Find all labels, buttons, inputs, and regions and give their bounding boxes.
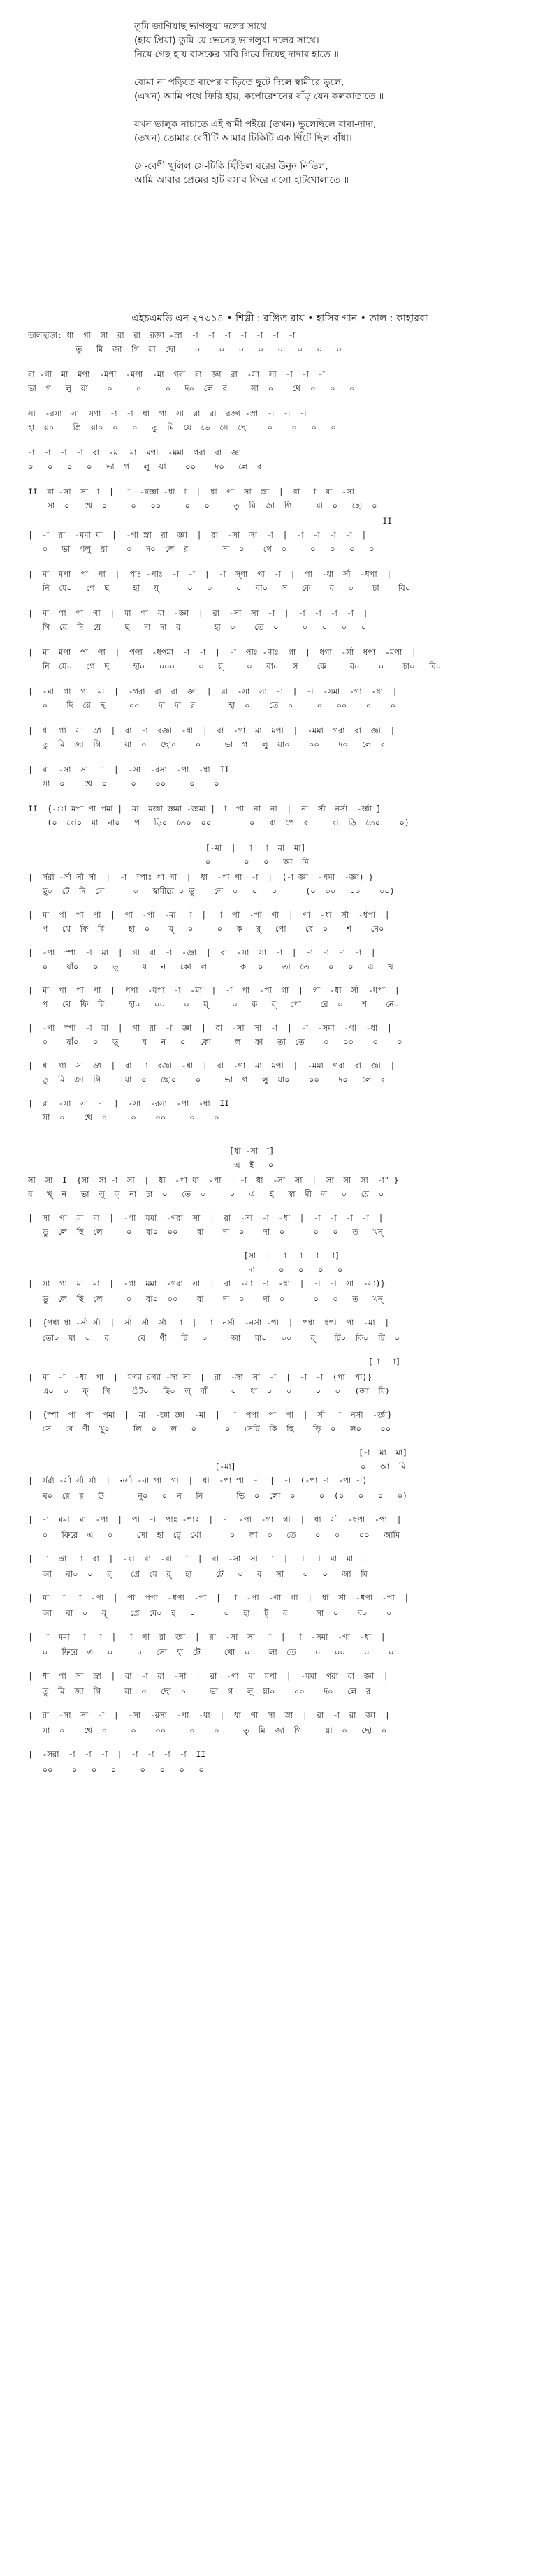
notation-line: ভু লে ছি লে ০ বা০ ০০ বা দা ০ দা ০ ০ ০ ত খন্ [28,1227,383,1237]
notation-line: এ ই ০ [28,1160,274,1170]
notation-spacer [28,714,545,723]
notation-line: | সা গা মা মা | -গা মমা -গরা সা | রা -সা -া -ধা | -া -া -া -া | [28,1213,384,1223]
notation-line: | মা পা পা পা | পপা -ধপা -া -মা | -া পা -পা গা | গা -ধা র্সা -ধপা | [28,985,400,995]
notation-spacer [28,1436,545,1445]
notation-spacer [28,1239,545,1249]
notation-spacer [28,1087,545,1096]
notation-line: ০ দি য়ে ছ ০০ দা দা র হা ০ তে ০ ০ ০০ ০ ০ [28,700,396,710]
notation-line: সা ০ থে ০ ০ ০০ ০ ০ [28,1112,219,1122]
notation-line: সে বে ণী খু০ লি ০ ল ০ ০ সেটি কি ছি ড়ি ০ ল০ ০০ [28,1424,391,1434]
notation-spacer [28,1659,545,1669]
notation-spacer [28,1698,545,1708]
notation-line: তু মি জা গি য়া ছো ০ ০ ০ ০ ০ ০ ০ ০ [28,344,342,354]
notation-line: নি যে০ গে ছ হা য়্ ০ ০ ০ বা০ স কে র ০ চা বি০ [28,583,411,593]
notation-spacer [28,1306,545,1316]
notation-line: (০ বো০ মা না০ প ড়ি০ তে০ ০০ ০ বা পে র বা ড়ি তে০ ০) [28,818,409,827]
notation-line: | -সরা -া -া -া | -া -া -া -া II [28,1749,206,1759]
notation-line: ০ ষাঁ০ ০ ড়্ য ন ০ কো ল কা তা তে ০ ০০ ০ ০ [28,1037,402,1047]
notation-line: | র্সর্রা -র্সা র্সা র্সা | -া স্পাঃ পা গা | ধা -পা পা -া | (-া জ্ঞা -পমা -জ্ঞা) } [28,872,374,882]
lyric-line: (এখন) আমি পথে ফিরি হায়, কর্পোরেশনের ষাঁড় যেন কলকাতাতে ॥ [134,91,384,102]
lyric-line: (তখন) তোমার বেণীটি আমার টিকিটি এক গিঁটে ছিল বাঁধা। [134,133,352,144]
notation-line: | মা মপা পা পা | পপা -ধপমা -া -া | -া পাঃ -ণাঃ গা | ধগা -র্সা ধপা -মপা | [28,647,416,657]
notation-line: আ বা০ ০ র্ প্রে মে র্ হা টে ০ ব সা ০ ০ আ মি [28,1569,368,1579]
notation-line: | ধা গা সা স্রা | রা -া রজ্ঞা -ধা | রা -গা মা মপা | -মমা গরা রা জ্ঞা | [28,1061,395,1070]
notation-spacer [28,358,545,367]
notation-line: তালছাড়া: ধা গা সা রা রা রজ্ঞা -স্রা -া -া -া -া -া -া -া [28,330,296,340]
notation-line: | ধা গা সা স্রা | রা -া রজ্ঞা -ধা | রা -গা মা মপা | -মমা গরা রা জ্ঞা | [28,726,395,735]
notation-block [28,328,545,1776]
notation-line: | -া রা -মমা মা | -গা স্রা রা জ্ঞা | রা -সা সা -া | -া -া -া -া | [28,530,367,540]
notation-spacer [28,1345,545,1355]
notation-line: য খ্ ন ভা লু ক্ না চা ০ তে ০ ০ এ ই স্বা মী ল ০ য়ে ০ [28,1189,384,1199]
notation-line: | মা মপা পা পা | পাঃ -পাঃ -া -া | -া স্ণা গা -া | গা -ধা র্সা -ধপা | [28,569,392,579]
notation-line: | মা গা গা গা | মা গা রা -জ্ঞা | রা -সা সা -া | -া -া -া -া | [28,608,368,618]
notation-spacer [28,1581,545,1591]
notation-spacer [28,557,545,567]
notation-line: | ধা গা সা স্রা | রা -া রা -সা | রা -গা মা মপা | -মমা গরা রা জ্ঞা | [28,1671,389,1681]
notation-spacer [28,898,545,908]
notation-line: সা সা I {সা সা -া সা | ধা -পা ধা -পা | -া ধা -সা সা | সা সা সা -া" } [28,1175,399,1185]
lyric-line: আমি আবার প্রেমের হাট বসাব ফিরে এসো হাটখোলাতে ॥ [134,175,349,186]
notation-spacer [28,1737,545,1747]
notation-line: তু মি জা গি য়া ০ ছো০ ০ ভা গ লু য়া০ ০০ দ০ লে র [28,1075,386,1084]
lyric-line: বোমা না পড়িতে বাপের বাড়িতে ছুটে দিলে স্বামীরে ভুলে, [134,77,344,88]
notation-spacer [28,1124,545,1134]
notation-line: সা ০ থে ০ ০ ০০ ০ ০ [28,779,219,788]
notation-line: | রা -সা সা -া | -সা -রসা -পা -ধা II [28,765,230,774]
lyrics-stanza-2 [134,75,525,103]
notation-line: | -া মমা -া -া | -া গা রা জ্ঞা | রা -সা সা -া | -া -সমা -গা -ধা | [28,1632,386,1642]
lyrics-stanza-4 [134,159,525,187]
notation-line: সা ০ থে ০ ০ ০০ ০ ০ তু মি জা গি য়া ০ ছো ০ [28,501,377,510]
notation-spacer [28,1011,545,1021]
notation-line: ০ ফিরে এ ০ ০ সো হা টে খো ০ লা তে ০ ০০ ০ ০ [28,1647,394,1657]
lyric-line: (হায় প্রিয়া) তুমি যে ভেসেছ ভাগলুয়া দলের সাথে। [134,35,319,46]
lyric-line: তুমি জাগিয়াছ ভাগলুয়া দলের সাথে [134,21,267,32]
notation-line: | রা -সা সা -া | -সা -রসা -পা -ধা II [28,1098,230,1108]
lyric-line: নিয়ে গেছ হায় বাসকের চাবি গিয়ে দিয়েছ দাদার হাতে ॥ [134,49,339,60]
notation-line: | মা -া -ধা পা | মগ্যা রগ্যা -সা সা | রা -সা সা -া | -া -া (পা পা)} [28,1372,372,1382]
notation-line: | মা পা পা পা | পা -পা -মা -া | -া পা -পা গা | গা -ধা র্সা -ধপা | [28,910,390,920]
notation-line: গি য়ে দি য়ে ছ দা দা র হা ০ তে ০ ০ ০ ০ ০ [28,622,367,632]
notation-spacer [28,436,545,446]
notation-line: | সা গা মা মা | -গা মমা -গরা সা | রা -সা -া -ধা | -া -া সা -সা)} [28,1279,386,1288]
notation-line: হা য়০ প্রি য়া০ ০ ০ তু মি যে ভে সে ছো ০ ০ ০ ০ [28,422,336,432]
notation-line: তো০ মা ০ র বে ণী টি ০ আ মা০ ০০ র্ টি০ কি০ টি ০ [28,1333,400,1343]
notation-line: II রা -সা সা -া | -া -রজ্ঞা -ধা -া | ধা গা সা স্রা | রা -া রা -সা [28,487,354,496]
notation-line: II [28,516,393,526]
notation-spacer [28,1049,545,1059]
notation-line: তু মি জা গি য়া ০ ছো ০ ভা গ লু য়া০ ০০ দ০ লে র [28,1686,371,1696]
notation-line: নি যে০ গে ছ হা০ ০০০ ০ য়্ ০ বা০ স কে র০ ০ চা০ বি০ [28,661,442,671]
lyrics-stanza-3 [134,117,525,145]
notation-line: II {-া মপা পা পমা | মা মজ্ঞা জ্ঞমা -জ্ঞমা | -া পা না না | না র্সা নর্সা -র্জ্ঞা } [28,804,382,814]
notation-line: [-া -া] [28,1357,401,1367]
notation-line: আ বা ০ র্ প্রে মে০ হ ০ ০ হা ট্ ব সা ০ ব০ ০ [28,1608,392,1618]
notation-spacer [28,1620,545,1630]
notation-line: | রা -সা সা -া | -সা -রসা -পা -ধা | ধা গা সা স্রা | রা -া রা জ্ঞা | [28,1710,390,1720]
notation-line: রা -গা মা মপা -মপা -মপা -মা গরা রা জ্ঞা রা -সা সা -া -া -া [28,369,325,379]
record-info-line: এইচএমভি এন ২৭৩১৪ • শিল্পী : রঞ্জিত রায় • হাসির গান • তাল : কাহারবা [131,313,428,324]
notation-line: ০০ ০ ০ ০ ০ ০ ০ ০ [28,1765,204,1774]
notation-line: ০ ০ ০ ০ ভা গ লু য়া ০০ দ০ লে র [28,462,262,471]
notation-line: | মা -া -া -পা | পা পপা -ধপা -পা | -া -পা -গা গা | ধা র্সা -ধপা -পা | [28,1593,409,1603]
notation-line: দা ০ ০ ০ ০ [28,1265,343,1274]
notation-spacer [28,635,545,645]
notation-line: ঘ০ রে র উ নু০ ০ ন নি ভি ০ লো ০ ০ (০ ০ ০ ০) [28,1491,407,1501]
notation-line: [-মা | -া -া মা মা] [28,843,306,853]
notation-line: | {স্পা পা পা পমা | মা -জ্ঞা জ্ঞা -মা | -া পপা পা পা | র্সা -া নর্সা -র্জ্ঞা} [28,1410,393,1420]
notation-spacer [28,475,545,485]
notation-line: | -মা গা গা মা | -গরা রা রা জ্ঞা | রা -সা সা -া | -া -সমা -গা -ধা | [28,686,398,696]
notation-spacer [28,831,545,841]
notation-spacer [28,675,545,684]
notation-line: | -পা স্পা -া মা | গা রা -া -জ্ঞা | রা -সা সা -া | -া -া -া -া | [28,948,376,957]
notation-line: সা ০ থে ০ ০ ০০ ০ ০ তু মি জা গি য়া ০ ছো ০ [28,1725,387,1735]
notation-line: ০ ভা গলু য়া ০ দ০ লে র সা ০ থে ০ ০ ০ ০ ০ [28,544,375,554]
notation-line: তু মি জা গি য়া ০ ছো০ ০ ভা গ লু য়া০ ০০ দ০ লে র [28,739,386,749]
notation-line: [-মা] ০ আ মি [28,1462,406,1471]
notation-spacer [28,753,545,763]
notation-line: এ০ ০ ক্ গি ঁট০ ছি০ ল্ বাঁ ০ ধা ০ ০ ০ ০ (আ মি) [28,1386,390,1396]
notation-spacer [28,1542,545,1552]
lyric-line: যখন ভালুক নাচাতে এই স্বামী পইয়ে (তখন) ভুলেছিলে বাবা-দাদা, [134,119,377,130]
notation-spacer [28,1134,545,1144]
notation-spacer [28,397,545,406]
notation-line: ছু০ টে দি লে ০ স্বামীরে ০ ভু লে ০ ০ ০ (০ ০০ ০০ ০০) [28,886,395,896]
notation-line: | -া মমা মা -পা | পা -া পাঃ -পাঃ | -া -পা -গা গা | ধা র্সা -ধপা -পা | [28,1515,402,1524]
notation-line: | -পা স্পা -া মা | গা রা -া জ্ঞা | রা -সা সা -া | -া -সমা -গা -ধা | [28,1023,392,1033]
notation-spacer [28,596,545,606]
lyric-line: সে-বেণী খুলিল সে-টিকি ছিঁড়িল ঘরের উনুন নিভিল, [134,161,328,172]
notation-spacer [28,1201,545,1211]
notation-line: ভু লে ছি লে ০ বা০ ০০ বা দা ০ দা ০ ০ ০ ত খন্ [28,1294,383,1304]
notation-line: -া -া -া -া রা -মা মা মপা -মমা গরা রা জ্ঞা [28,448,242,457]
notation-spacer [28,1503,545,1513]
notation-spacer [28,936,545,945]
notation-line: [সা | -া -া -া -া] [28,1251,340,1260]
notation-line: সা -রসা সা সণা -া -া ধা গা সা রা রা রজ্ঞা -স্রা -া -া -া [28,409,307,418]
notation-spacer [28,1398,545,1408]
notation-line: | {পধা ধা -র্সা র্সা | র্সা র্সা র্সা -া | -া নর্সা -নর্সা -পা | পধা ধপা পা -মা | [28,1318,390,1327]
notation-line: | -া স্রা -া রা | -রা রা -রা -া | রা -সা সা -া | -া -া মা মা | [28,1554,368,1563]
notation-line: [-া মা মা] [28,1448,407,1457]
notation-line: ০ ০ ০ আ মি [28,857,309,867]
notation-line: | র্সর্রা -র্সা র্সা র্সা | নর্সা -না পা গা | ধা -পা পা -া | -া (-পা -া -পা -া) [28,1475,368,1485]
lyrics-stanza-1 [134,20,525,61]
notation-line: প থে ফি রি হা০ ০০ ০ য়্ ০ ক র্ পো রে ০ শ নে০ [28,999,400,1009]
notation-line: [ধা -সা -া] [28,1146,275,1156]
notation-line: ০ ফিরে এ ০ সো হা টে্ খো ০ লা ০ তে ০ ০ ০০ আমি [28,1530,400,1540]
notation-line: ভা গ লু য়া ০ ০ ০ দ০ লে র সা ০ থে ০ ০ ০ [28,383,355,393]
notation-line: প থে ফি রি হা ০ য়্ ০ ০ ক র্ পো রে ০ শ নে০ [28,924,384,934]
lyrics-block [134,20,525,201]
notation-spacer [28,792,545,802]
notation-spacer [28,973,545,983]
notation-line: ০ ষাঁ০ ০ ড়্ য ন কো ল কা ০ তা তে ০ ০ এ খ [28,962,393,971]
